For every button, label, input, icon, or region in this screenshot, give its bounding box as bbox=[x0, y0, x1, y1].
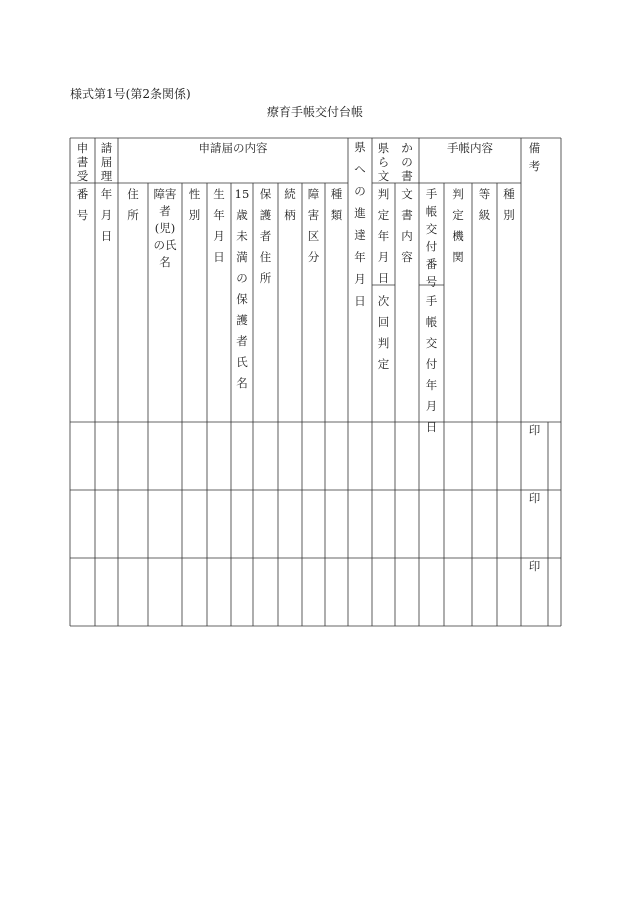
col-judgment-agency: 定 bbox=[452, 208, 464, 222]
seal-mark: 印 bbox=[528, 559, 541, 573]
col-name: 名 bbox=[159, 255, 171, 269]
col-guardian-name: 護 bbox=[236, 313, 248, 327]
col-sex: 性 bbox=[188, 187, 201, 201]
col-name: 者 bbox=[159, 204, 171, 218]
col-handbook-number: 帳 bbox=[425, 204, 438, 219]
col-guardian-name: 歳 bbox=[236, 208, 248, 222]
col-handbook-date: 付 bbox=[425, 357, 438, 371]
col-type: 別 bbox=[503, 208, 515, 222]
header-prefecture-document: の bbox=[401, 155, 413, 169]
form-label: 様式第1号(第2条関係) bbox=[70, 87, 191, 101]
col-handbook-date: 手 bbox=[425, 294, 438, 308]
col-judgment-agency: 判 bbox=[452, 187, 464, 201]
col-guardian-name: 満 bbox=[236, 250, 248, 264]
col-birthdate: 年 bbox=[213, 208, 225, 222]
col-relation: 柄 bbox=[284, 208, 296, 222]
document-title: 療育手帳交付台帳 bbox=[266, 105, 363, 119]
col-relation: 続 bbox=[284, 187, 296, 201]
header-remarks: 考 bbox=[528, 159, 541, 173]
col-judgment-date: 定 bbox=[377, 208, 390, 222]
header-application-reception: 請 bbox=[100, 141, 113, 155]
col-handbook-number: 手 bbox=[425, 187, 438, 201]
header-prefecture-report: 達 bbox=[354, 228, 366, 242]
col-next-judgment: 判 bbox=[377, 336, 390, 350]
col-type: 種 bbox=[503, 187, 515, 201]
col-kind: 類 bbox=[330, 208, 343, 222]
col-birthdate: 月 bbox=[213, 229, 225, 243]
col-number: 号 bbox=[76, 208, 89, 222]
col-birthdate: 日 bbox=[213, 250, 225, 264]
col-guardian-address: 保 bbox=[259, 187, 272, 201]
header-handbook-contents: 手帳内容 bbox=[447, 141, 493, 155]
col-name: の氏 bbox=[153, 238, 177, 252]
header-application-contents: 申請届の内容 bbox=[198, 141, 268, 155]
col-guardian-address: 所 bbox=[259, 271, 272, 285]
header-prefecture-document: ら bbox=[377, 155, 390, 169]
col-document-contents: 書 bbox=[401, 208, 413, 222]
col-handbook-date: 交 bbox=[425, 336, 438, 350]
col-date: 年 bbox=[100, 187, 113, 201]
col-judgment-date: 年 bbox=[377, 229, 390, 243]
header-application-reception: 書 bbox=[76, 155, 89, 169]
header-application-reception: 理 bbox=[100, 169, 113, 183]
col-guardian-name: 保 bbox=[236, 292, 248, 306]
col-judgment-agency: 関 bbox=[452, 250, 464, 264]
col-grade: 級 bbox=[478, 208, 491, 222]
col-handbook-date: 帳 bbox=[425, 315, 438, 329]
col-guardian-address: 者 bbox=[259, 229, 272, 243]
col-guardian-name: 15 bbox=[234, 187, 250, 201]
col-handbook-number: 番 bbox=[425, 257, 438, 271]
col-disability-class: 障 bbox=[307, 187, 320, 201]
header-prefecture-report: へ bbox=[354, 162, 366, 176]
col-name: 障害 bbox=[153, 187, 177, 201]
col-disability-class: 害 bbox=[307, 208, 320, 222]
header-prefecture-document: 文 bbox=[377, 169, 390, 183]
header-prefecture-report: 年 bbox=[354, 250, 366, 264]
col-address: 住 bbox=[127, 187, 139, 201]
col-sex: 別 bbox=[188, 208, 201, 222]
col-handbook-number: 交 bbox=[425, 222, 438, 236]
col-number: 番 bbox=[76, 187, 89, 201]
col-document-contents: 文 bbox=[401, 187, 413, 201]
col-handbook-date: 年 bbox=[425, 378, 438, 392]
col-judgment-date: 日 bbox=[377, 271, 390, 285]
col-guardian-name: 者 bbox=[236, 334, 248, 348]
header-application-reception: 届 bbox=[100, 155, 113, 169]
header-prefecture-report: 進 bbox=[354, 206, 366, 220]
col-address: 所 bbox=[127, 208, 139, 222]
col-next-judgment: 回 bbox=[377, 315, 390, 329]
col-guardian-name: 名 bbox=[236, 376, 248, 390]
col-handbook-number: 付 bbox=[425, 239, 438, 254]
col-judgment-date: 判 bbox=[377, 187, 390, 201]
table-labels bbox=[77, 140, 541, 573]
col-name: (児) bbox=[154, 221, 176, 235]
header-prefecture-document: 書 bbox=[401, 169, 413, 183]
col-date: 日 bbox=[100, 229, 113, 243]
header-prefecture-report: 日 bbox=[354, 294, 366, 308]
col-handbook-date: 月 bbox=[425, 399, 438, 413]
col-document-contents: 容 bbox=[401, 250, 413, 264]
col-guardian-name: の bbox=[236, 271, 248, 285]
col-guardian-name: 未 bbox=[236, 229, 248, 243]
col-guardian-address: 住 bbox=[259, 250, 272, 264]
header-application-reception: 受 bbox=[76, 169, 89, 183]
col-kind: 種 bbox=[330, 187, 343, 201]
col-guardian-address: 護 bbox=[259, 208, 272, 222]
seal-mark: 印 bbox=[528, 491, 541, 505]
col-judgment-date: 月 bbox=[377, 250, 390, 264]
col-birthdate: 生 bbox=[213, 187, 225, 201]
col-disability-class: 分 bbox=[307, 250, 320, 264]
col-date: 月 bbox=[100, 208, 113, 222]
header-prefecture-report: 県 bbox=[354, 140, 366, 154]
col-disability-class: 区 bbox=[307, 229, 320, 243]
seal-mark: 印 bbox=[528, 423, 541, 437]
header-remarks: 備 bbox=[528, 141, 541, 155]
header-application-reception: 申 bbox=[76, 141, 89, 155]
header-prefecture-report: の bbox=[354, 184, 366, 198]
col-judgment-agency: 機 bbox=[452, 229, 464, 243]
header-prefecture-document: か bbox=[401, 141, 413, 155]
col-handbook-date: 日 bbox=[425, 420, 438, 434]
header-prefecture-document: 県 bbox=[377, 141, 390, 155]
col-guardian-name: 氏 bbox=[236, 355, 248, 369]
header-prefecture-report: 月 bbox=[354, 272, 366, 286]
col-grade: 等 bbox=[478, 187, 491, 201]
col-document-contents: 内 bbox=[401, 229, 413, 243]
col-next-judgment: 次 bbox=[377, 294, 390, 308]
col-handbook-number: 号 bbox=[425, 274, 438, 289]
col-next-judgment: 定 bbox=[377, 357, 390, 371]
